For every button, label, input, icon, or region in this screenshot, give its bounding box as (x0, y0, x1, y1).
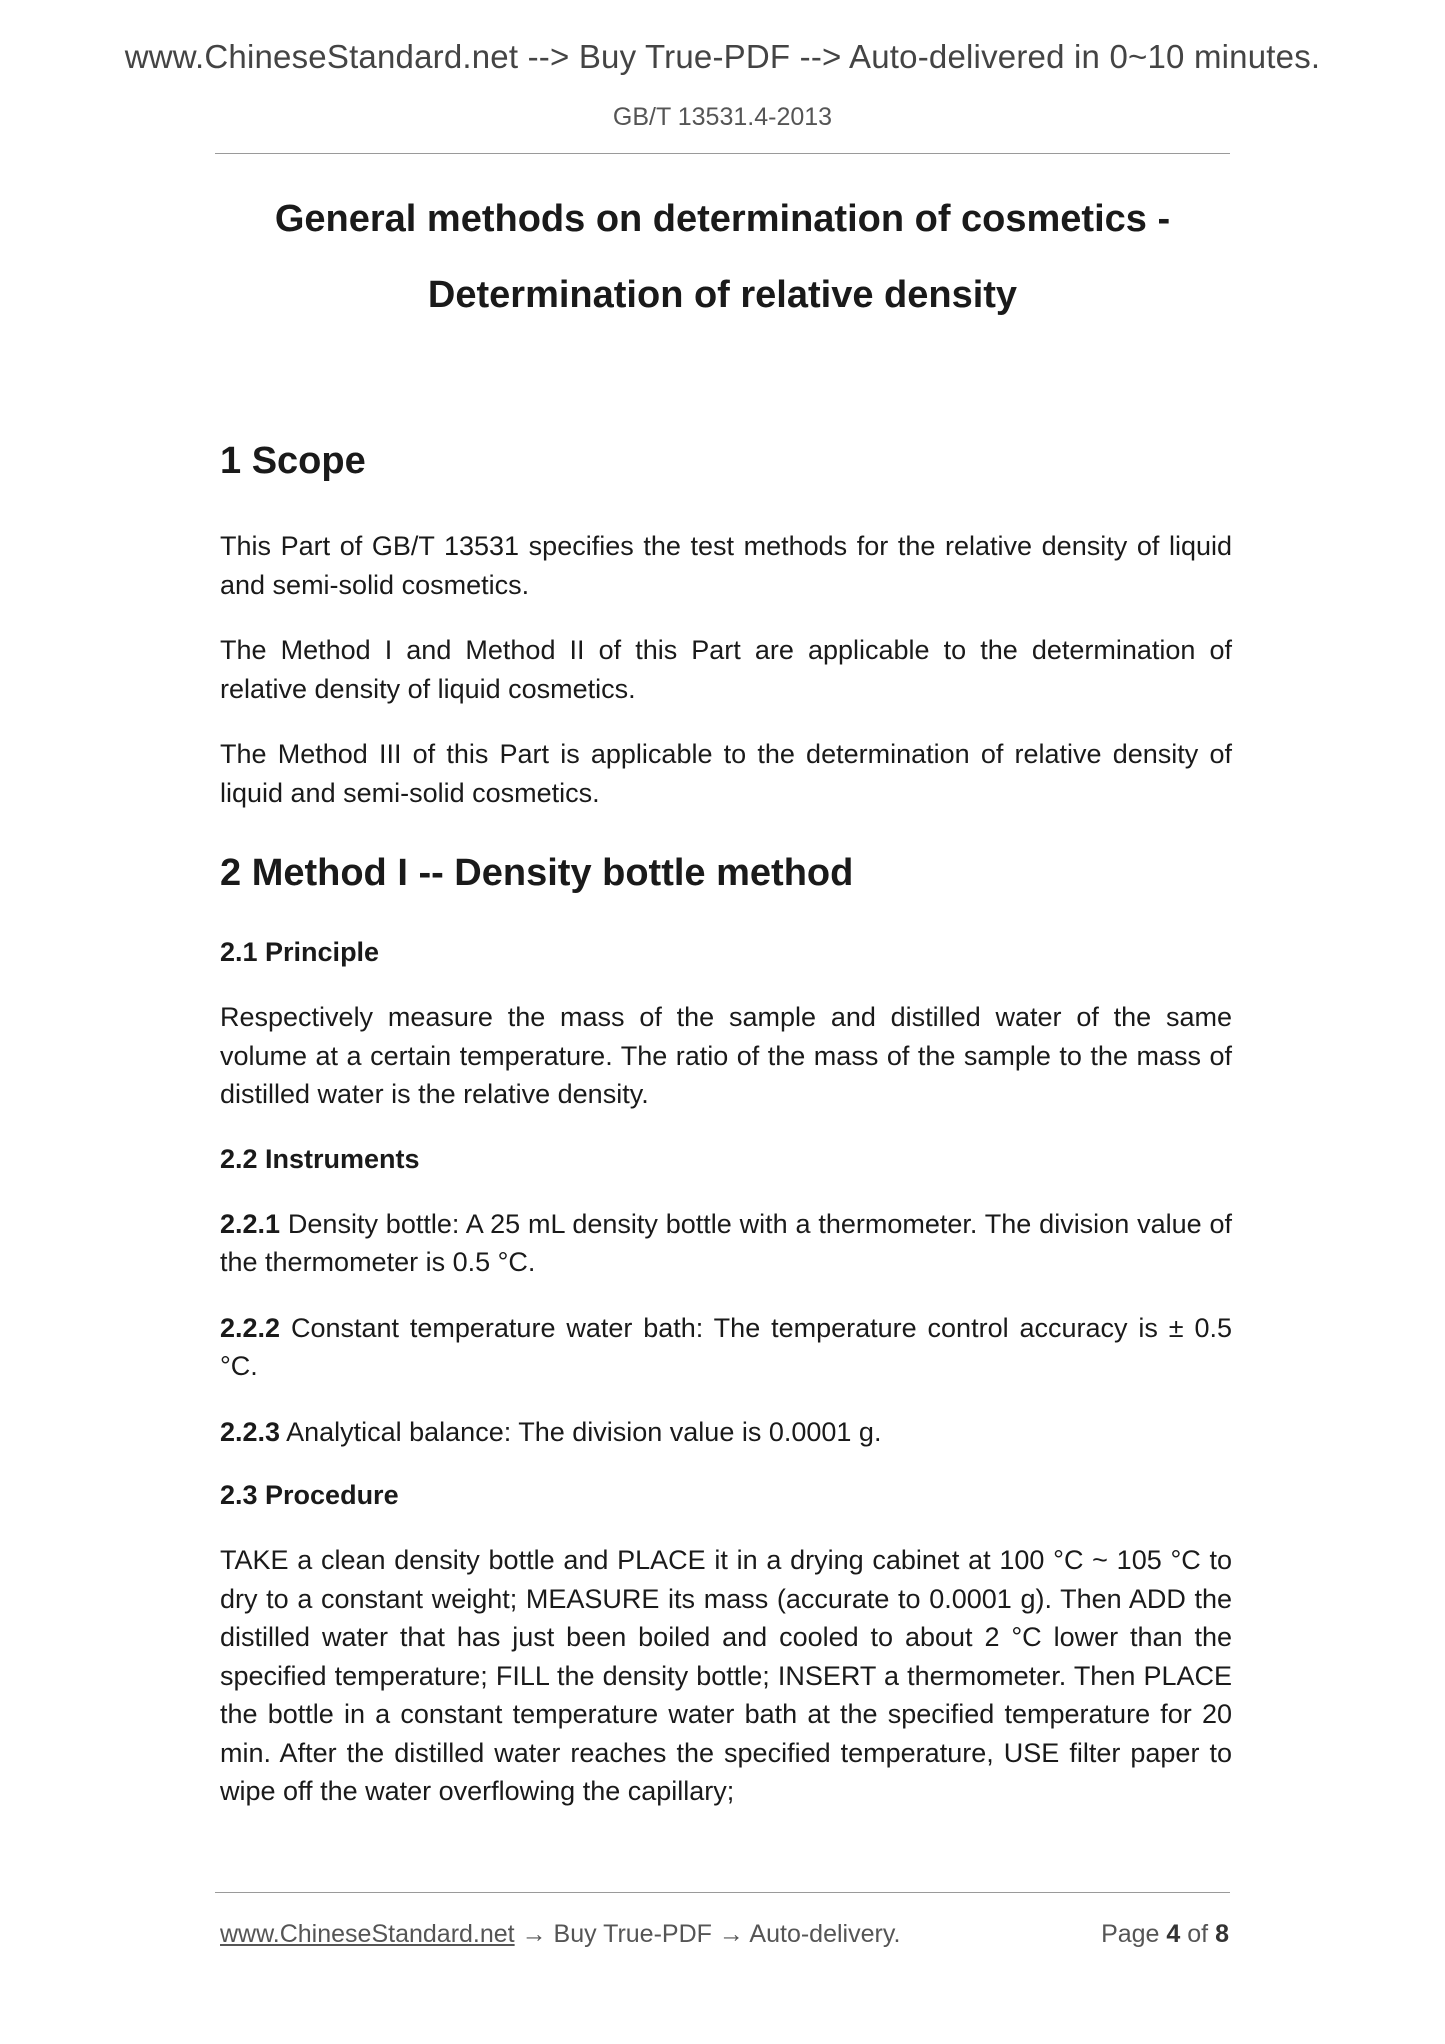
current-page-number: 4 (1166, 1920, 1181, 1948)
header-divider (215, 153, 1230, 154)
scope-paragraph-2: The Method I and Method II of this Part are applicable to the determination of relative density of liquid cosmetics. (220, 635, 1232, 704)
footer-buy-text: Buy True-PDF (553, 1920, 712, 1948)
section-heading-scope: 1 Scope (220, 440, 366, 482)
scope-paragraph-1: This Part of GB/T 13531 specifies the test methods for the relative density of liquid and semi-solid cosmetics. (220, 531, 1232, 600)
instrument-item-text: Constant temperature water bath: The temperature control accuracy is ± 0.5 °C. (220, 1312, 1232, 1381)
footer-site-link[interactable]: www.ChineseStandard.net (220, 1920, 515, 1948)
footer-arrow-2: → (711, 1920, 750, 1948)
instrument-item-number: 2.2.3 (220, 1416, 281, 1447)
procedure-paragraph: TAKE a clean density bottle and PLACE it in a drying cabinet at 100 °C ~ 105 °C to dry to a constant weight; MEASURE its mass (accurate to 0.0001 g). Then ADD the distilled water that has just been boiled and cooled to about 2 °C lower than the specified temperature; FILL the density bottle; INSERT a thermometer. Then PLACE the bottle in a constant temperature water bath at the specified temperature for 20 min. After the distilled water reaches the specified temperature, USE filter paper to wipe off the water overflowing the capillary; (220, 1545, 1232, 1806)
instrument-item-number: 2.2.1 (220, 1208, 281, 1239)
instrument-item-number: 2.2.2 (220, 1312, 281, 1343)
instrument-item-text: Density bottle: A 25 mL density bottle with a thermometer. The division value of the thermometer is 0.5 °C. (220, 1208, 1232, 1277)
footer-divider (215, 1892, 1230, 1893)
site-banner: www.ChineseStandard.net --> Buy True-PDF --> Auto-delivered in 0~10 minutes. (124, 38, 1321, 75)
instrument-item (220, 1413, 1232, 1452)
page-indicator (1101, 1920, 1229, 1949)
standard-code: GB/T 13531.4-2013 (612, 103, 833, 131)
principle-paragraph: Respectively measure the mass of the sample and distilled water of the same volume at a certain temperature. The ratio of the mass of the sample to the mass of distilled water is the relative density. (220, 1002, 1232, 1109)
page-label: Page (1101, 1920, 1160, 1948)
document-body (220, 440, 1232, 1811)
instrument-item (220, 1205, 1232, 1282)
footer-delivery-text: Auto-delivery. (749, 1920, 901, 1948)
footer-promo (220, 1920, 900, 1949)
scope-paragraph-3: The Method III of this Part is applicable to the determination of relative density of liquid and semi-solid cosmetics. (220, 739, 1232, 808)
document-title-line2: Determination of relative density (427, 274, 1018, 316)
document-title-line1: General methods on determination of cosmetics - (274, 198, 1171, 240)
instrument-item-text: Analytical balance: The division value is 0.0001 g. (280, 1416, 882, 1447)
total-page-number: 8 (1215, 1920, 1229, 1948)
instrument-item (220, 1309, 1232, 1386)
of-label: of (1187, 1920, 1209, 1948)
section-heading-method-1: 2 Method I -- Density bottle method (220, 852, 854, 894)
subheading-principle: 2.1 Principle (220, 937, 380, 967)
subheading-instruments: 2.2 Instruments (220, 1143, 420, 1174)
subheading-procedure: 2.3 Procedure (220, 1480, 399, 1510)
footer-arrow-1: → (514, 1920, 554, 1948)
